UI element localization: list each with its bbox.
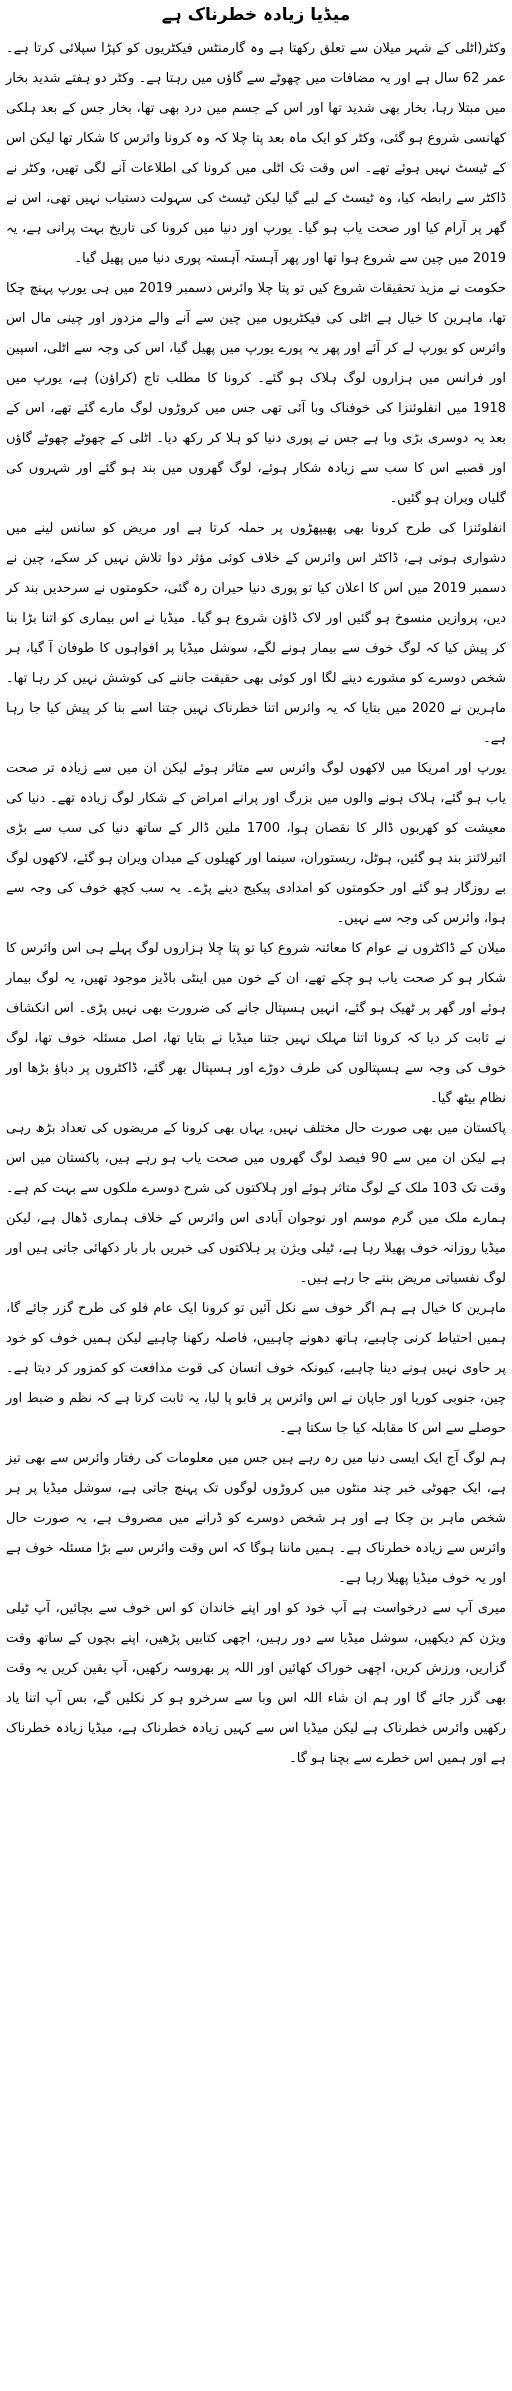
article-paragraph: میری آپ سے درخواست ہے آپ خود کو اور اپنے خاندان کو اس خوف سے بچائیں، آپ ٹیلی ویژن کم دیکھیں، سوشل میڈیا سے دور رہیں، اچھی کتابیں پڑھیں، اپنے بچوں کے ساتھ وقت گزاریں، ورزش کریں، اچھی خوراک کھائیں اور اللہ پر بھروسہ رکھیں، آپ یقین کریں یہ وقت بھی گزر جائے گا اور ہم ان شاء اللہ اس وبا سے سرخرو ہو کر نکلیں گے، بس آپ اتنا یاد رکھیں وائرس خطرناک ہے لیکن میڈیا اس سے کہیں زیادہ خطرناک ہے، میڈیا زیادہ خطرناک ہے اور ہمیں اس خطرے سے بچنا ہو گا۔ xyxy=(6,1601,506,1766)
article-paragraph: میلان کے ڈاکٹروں نے عوام کا معائنہ شروع کیا تو پتا چلا ہزاروں لوگ پہلے ہی اس وائرس کا شکار ہو کر صحت یاب ہو چکے تھے، ان کے خون میں اینٹی باڈیز موجود تھیں، یہ لوگ بیمار ہوئے اور گھر پر ٹھیک ہو گئے، انہیں ہسپتال جانے کی ضرورت بھی نہیں پڑی۔ اس انکشاف نے ثابت کر دیا کہ کرونا اتنا مہلک نہیں جتنا میڈیا نے بتایا تھا، اصل مسئلہ خوف تھا، لوگ خوف کی وجہ سے ہسپتالوں کی طرف دوڑے اور ہسپتال بھر گئے، ڈاکٹروں پر دباؤ بڑھا اور نظام بیٹھ گیا۔ xyxy=(6,941,506,1106)
article-body xyxy=(6,34,506,1774)
article-paragraph: حکومت نے مزید تحقیقات شروع کیں تو پتا چلا وائرس دسمبر 2019 میں ہی یورپ پہنچ چکا تھا، ماہرین کا خیال ہے اٹلی کی فیکٹریوں میں چین سے آنے والے مزدور اور چینی مال اس وائرس کو یورپ لے کر آئے اور پھر یہ پورے یورپ میں پھیل گیا، اس کی وجہ سے اٹلی، اسپین اور فرانس میں ہزاروں لوگ ہلاک ہو گئے۔ کرونا کا مطلب تاج (کراؤن) ہے، یورپ میں 1918 میں انفلوئنزا کی خوفناک وبا آئی تھی جس میں کروڑوں لوگ مارے گئے تھے، اس کے بعد یہ دوسری بڑی وبا ہے جس نے پوری دنیا کو ہلا کر رکھ دیا۔ اٹلی کے چھوٹے چھوٹے گاؤں اور قصبے اس کا سب سے زیادہ شکار ہوئے، لوگ گھروں میں بند ہو گئے اور شہروں کی گلیاں ویران ہو گئیں۔ xyxy=(6,281,506,506)
article-paragraph: وکٹر(اٹلی کے شہر میلان سے تعلق رکھتا ہے وہ گارمنٹس فیکٹریوں کو کپڑا سپلائی کرتا ہے۔ عمر 62 سال ہے اور یہ مضافات میں چھوٹے سے گاؤں میں رہتا ہے۔ وکٹر دو ہفتے شدید بخار میں مبتلا رہا، بخار بھی شدید تھا اور اس کے جسم میں درد بھی تھا، بخار جس کے بعد ہلکی کھانسی شروع ہو گئی، وکٹر کو ایک ماہ بعد پتا چلا کہ وہ کرونا وائرس کا شکار تھا لیکن اس کے ٹیسٹ نہیں ہوئے تھے۔ اس وقت تک اٹلی میں کرونا کی اطلاعات آنے لگی تھیں، وکٹر نے ڈاکٹر سے رابطہ کیا، وہ ٹیسٹ کے لیے گیا لیکن ٹیسٹ کی سہولت دستیاب نہیں تھی، اس نے گھر پر آرام کیا اور صحت یاب ہو گیا۔ یورپ اور دنیا میں کرونا کی تاریخ بہت پرانی ہے، یہ 2019 میں چین سے شروع ہوا تھا اور پھر آہستہ آہستہ پوری دنیا میں پھیل گیا۔ xyxy=(6,41,507,266)
article-paragraph: انفلوئنزا کی طرح کرونا بھی پھیپھڑوں پر حملہ کرتا ہے اور مریض کو سانس لینے میں دشواری ہوتی ہے، ڈاکٹر اس وائرس کے خلاف کوئی مؤثر دوا تلاش نہیں کر سکے، چین نے دسمبر 2019 میں اس کا اعلان کیا تو پوری دنیا حیران رہ گئی، حکومتوں نے سرحدیں بند کر دیں، پروازیں منسوخ ہو گئیں اور لاک ڈاؤن شروع ہو گیا۔ میڈیا نے اس بیماری کو اتنا بڑا بنا کر پیش کیا کہ لوگ خوف سے بیمار ہونے لگے، سوشل میڈیا پر افواہوں کا طوفان آ گیا، ہر شخص دوسرے کو مشورے دینے لگا اور کوئی بھی حقیقت جاننے کی کوشش نہیں کر رہا تھا۔ ماہرین نے 2020 میں بتایا کہ یہ وائرس اتنا خطرناک نہیں جتنا اسے بنا کر پیش کیا جا رہا ہے۔ xyxy=(6,521,506,746)
article-title: میڈیا زیادہ خطرناک ہے xyxy=(161,5,351,25)
article-paragraph: پاکستان میں بھی صورت حال مختلف نہیں، یہاں بھی کرونا کے مریضوں کی تعداد بڑھ رہی ہے لیکن ان میں سے 90 فیصد لوگ گھروں میں صحت یاب ہو رہے ہیں، پاکستان میں اس وقت تک 103 ملک کے لوگ متاثر ہوئے اور ہلاکتوں کی شرح دوسرے ملکوں سے بہت کم ہے۔ ہمارے ملک میں گرم موسم اور نوجوان آبادی اس وائرس کے خلاف ہماری ڈھال ہے، لیکن میڈیا روزانہ خوف پھیلا رہا ہے، ٹیلی ویژن پر ہلاکتوں کی خبریں بار بار دکھائی جاتی ہیں اور لوگ نفسیاتی مریض بنتے جا رہے ہیں۔ xyxy=(6,1121,506,1286)
article-paragraph: ہم لوگ آج ایک ایسی دنیا میں رہ رہے ہیں جس میں معلومات کی رفتار وائرس سے بھی تیز ہے، ایک جھوٹی خبر چند منٹوں میں کروڑوں لوگوں تک پہنچ جاتی ہے، سوشل میڈیا پر ہر شخص ماہر بن چکا ہے اور ہر شخص دوسرے کو ڈرانے میں مصروف ہے، یہ صورت حال وائرس سے زیادہ خطرناک ہے۔ ہمیں ماننا ہوگا کہ اس وقت وائرس سے بڑا مسئلہ خوف ہے اور یہ خوف میڈیا پھیلا رہا ہے۔ xyxy=(6,1451,506,1586)
article-paragraph: ماہرین کا خیال ہے ہم اگر خوف سے نکل آئیں تو کرونا ایک عام فلو کی طرح گزر جائے گا، ہمیں احتیاط کرنی چاہیے، ہاتھ دھونے چاہییں، فاصلہ رکھنا چاہیے لیکن ہمیں خوف کو خود پر حاوی نہیں ہونے دینا چاہیے، کیونکہ خوف انسان کی قوت مدافعت کو کمزور کر دیتا ہے۔ چین، جنوبی کوریا اور جاپان نے اس وائرس پر قابو پا لیا، یہ ثابت کرتا ہے کہ نظم و ضبط اور حوصلے سے اس کا مقابلہ کیا جا سکتا ہے۔ xyxy=(6,1301,506,1436)
article-paragraph: یورپ اور امریکا میں لاکھوں لوگ وائرس سے متاثر ہوئے لیکن ان میں سے زیادہ تر صحت یاب ہو گئے، ہلاک ہونے والوں میں بزرگ اور پرانے امراض کے شکار لوگ زیادہ تھے۔ دنیا کی معیشت کو کھربوں ڈالر کا نقصان ہوا، 1700 ملین ڈالر کے ساتھ دنیا کی سب سے بڑی ائیرلائنز بند ہو گئیں، ہوٹل، ریستوران، سینما اور کھیلوں کے میدان ویران ہو گئے، لاکھوں لوگ بے روزگار ہو گئے اور حکومتوں کو امدادی پیکیج دینے پڑے۔ یہ سب کچھ خوف کی وجہ سے ہوا، وائرس کی وجہ سے نہیں۔ xyxy=(6,761,506,926)
